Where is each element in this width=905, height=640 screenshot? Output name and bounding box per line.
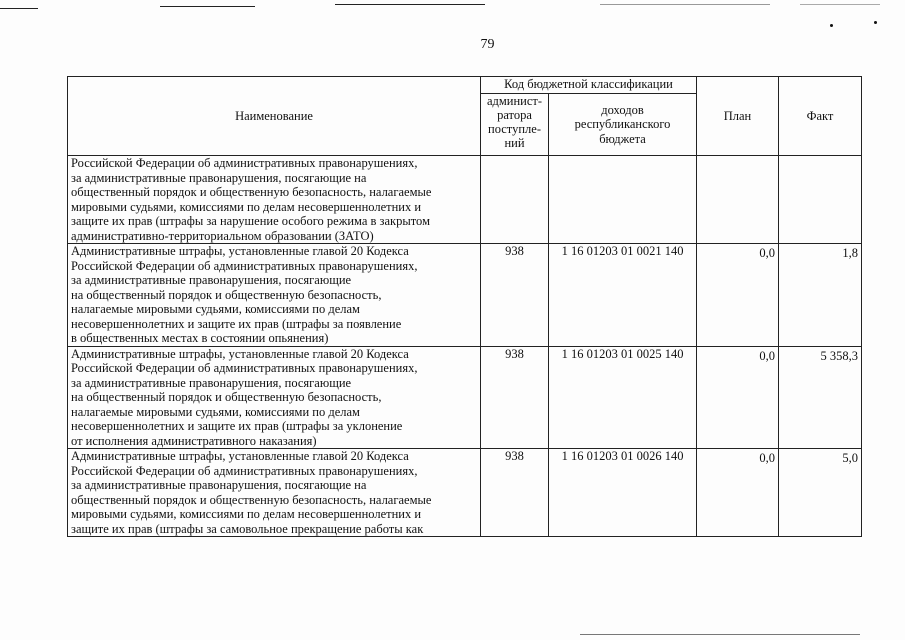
row-name: Административные штрафы, установленные главой 20 Кодекса Российской Федерации об административных правонарушениях, за административные правонарушения, посягающие на общественный порядок и общественную безопасность, налагаемые мировыми судьями, комиссиями по делам несовершеннолетних и защите их прав (штрафы за самовольное прекращение работы как: [68, 449, 481, 537]
table-row: [68, 244, 862, 347]
row-income-code: [549, 156, 697, 244]
row-fact: 5 358,3: [779, 346, 862, 449]
header-admin: админист- ратора поступле- ний: [481, 94, 549, 156]
scan-artifact-line: [160, 6, 255, 7]
scan-artifact-dot: [830, 24, 833, 27]
row-admin-code: 938: [481, 346, 549, 449]
row-income-code: 1 16 01203 01 0025 140: [549, 346, 697, 449]
budget-table: [67, 76, 862, 537]
row-name: Административные штрафы, установленные главой 20 Кодекса Российской Федерации об административных правонарушениях, за административные правонарушения, посягающие на общественный порядок и общественную безопасность, налагаемые мировыми судьями, комиссиями по делам несовершеннолетних и защите их прав (штрафы за появление в общественных местах в состоянии опьянения): [68, 244, 481, 347]
row-name: Российской Федерации об административных правонарушениях, за административные правонарушения, посягающие на общественный порядок и общественную безопасность, налагаемые мировыми судьями, комиссиями по делам несовершеннолетних и защите их прав (штрафы за нарушение особого режима в закрытом административно-территориальном образовании (ЗАТО): [68, 156, 481, 244]
table-row: [68, 449, 862, 537]
header-income: доходов республиканского бюджета: [549, 94, 697, 156]
table-row: [68, 156, 862, 244]
row-income-code: 1 16 01203 01 0026 140: [549, 449, 697, 537]
scan-artifact-line: [335, 4, 485, 5]
row-fact: 1,8: [779, 244, 862, 347]
row-fact: 5,0: [779, 449, 862, 537]
header-name: Наименование: [68, 77, 481, 156]
page-number: 79: [480, 37, 495, 52]
row-plan: 0,0: [697, 346, 779, 449]
scan-artifact-line: [600, 4, 770, 5]
row-name: Административные штрафы, установленные главой 20 Кодекса Российской Федерации об административных правонарушениях, за административные правонарушения, посягающие на общественный порядок и общественную безопасность, налагаемые мировыми судьями, комиссиями по делам несовершеннолетних и защите их прав (штрафы за уклонение от исполнения административного наказания): [68, 346, 481, 449]
header-plan: План: [697, 77, 779, 156]
row-income-code: 1 16 01203 01 0021 140: [549, 244, 697, 347]
scan-artifact-line: [580, 634, 860, 635]
row-admin-code: [481, 156, 549, 244]
table-row: [68, 346, 862, 449]
scan-artifact-line: [0, 8, 38, 9]
row-admin-code: 938: [481, 244, 549, 347]
row-fact: [779, 156, 862, 244]
row-plan: 0,0: [697, 449, 779, 537]
row-plan: 0,0: [697, 244, 779, 347]
header-fact: Факт: [779, 77, 862, 156]
row-admin-code: 938: [481, 449, 549, 537]
header-code-group: Код бюджетной классификации: [481, 77, 697, 94]
row-plan: [697, 156, 779, 244]
scan-artifact-line: [800, 4, 880, 5]
scan-artifact-dot: [874, 21, 877, 24]
